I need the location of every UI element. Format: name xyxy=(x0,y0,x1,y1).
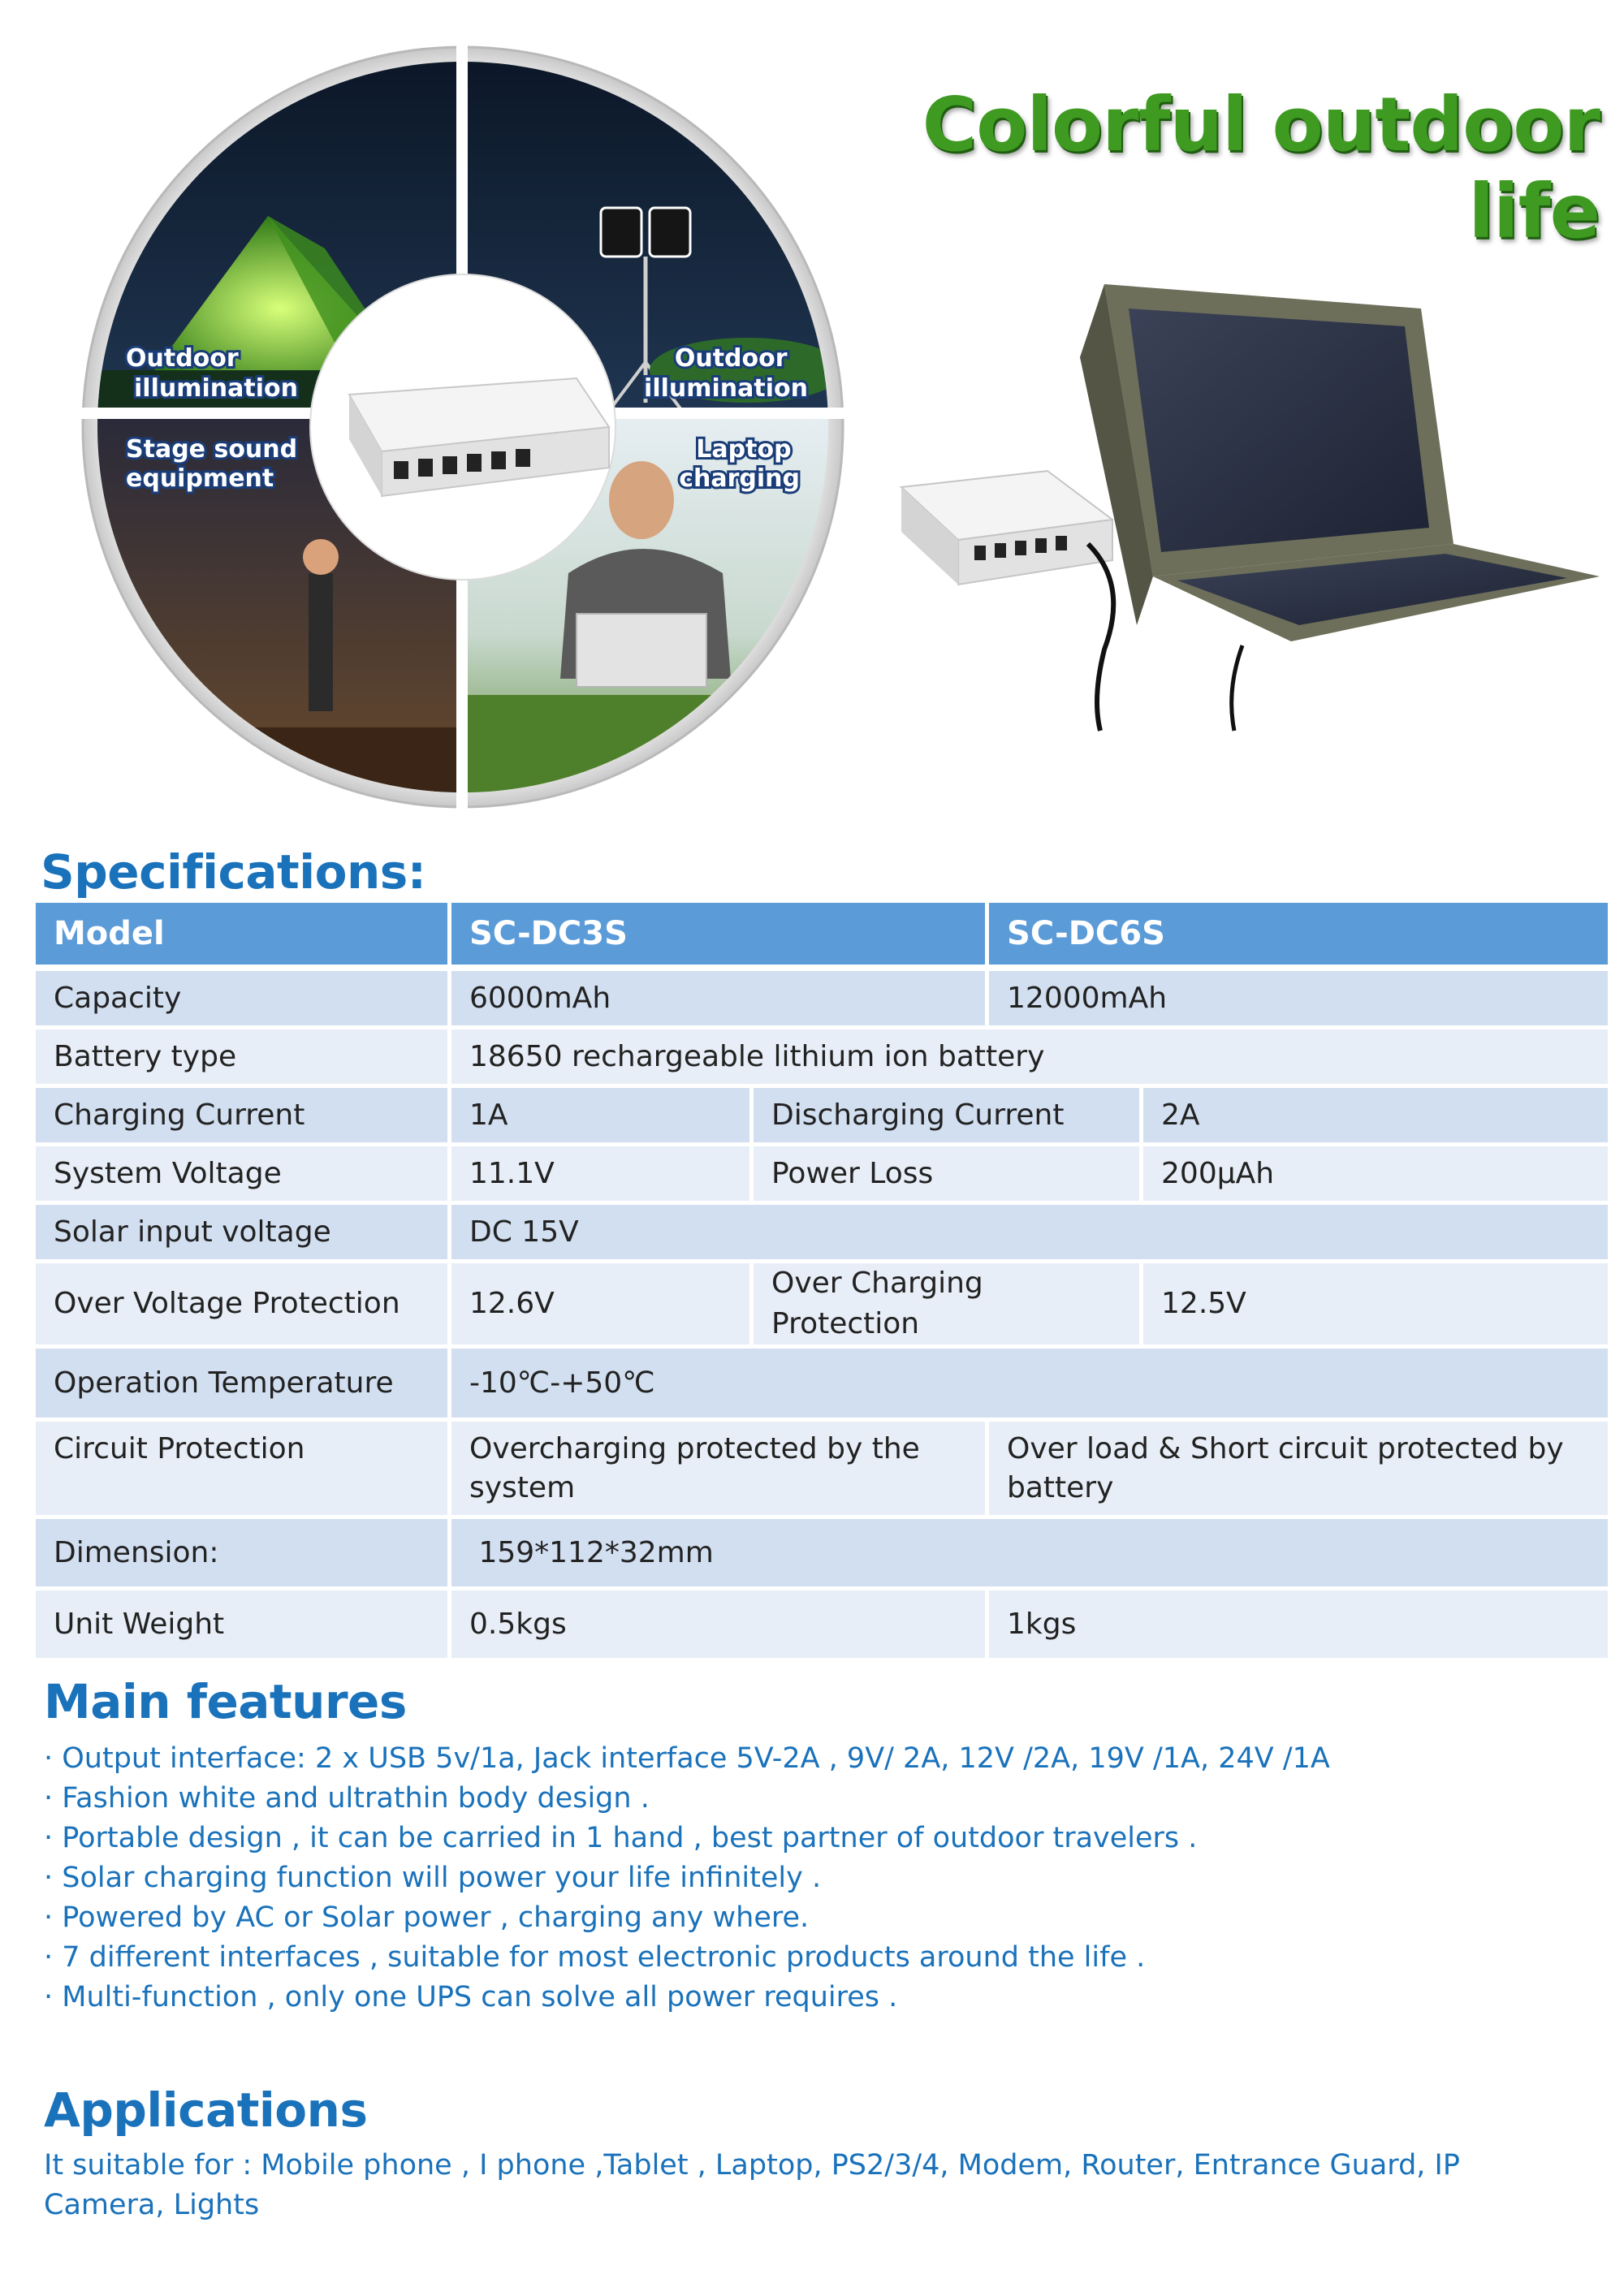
capacity-dc6s: 12000mAh xyxy=(989,971,1608,1029)
row-label-battery-type: Battery type xyxy=(36,1029,451,1088)
discharging-current-value: 2A xyxy=(1143,1088,1608,1146)
list-item: · Multi-function , only one UPS can solve all power requires . xyxy=(44,1981,898,2013)
hero-title: Colorful outdoor life xyxy=(922,81,1600,255)
row-label-charging-current: Charging Current xyxy=(36,1088,451,1146)
over-charging-value: 12.5V xyxy=(1143,1263,1608,1349)
main-features-heading: Main features xyxy=(44,1674,407,1729)
specifications-heading: Specifications: xyxy=(41,844,426,900)
row-label-operation-temperature: Operation Temperature xyxy=(36,1349,451,1422)
row-label-system-voltage: System Voltage xyxy=(36,1146,451,1205)
table-row xyxy=(36,1349,1608,1422)
charging-current-value: 1A xyxy=(451,1088,754,1146)
header-model: Model xyxy=(36,903,451,971)
row-label-capacity: Capacity xyxy=(36,971,451,1029)
table-header-row xyxy=(36,903,1608,971)
header-sc-dc3s: SC-DC3S xyxy=(451,903,989,971)
label-stage-sound: Stage sound equipment xyxy=(126,435,298,493)
row-label-solar-input: Solar input voltage xyxy=(36,1205,451,1263)
capacity-dc3s: 6000mAh xyxy=(451,971,989,1029)
table-row xyxy=(36,971,1608,1029)
header-sc-dc6s: SC-DC6S xyxy=(989,903,1608,971)
table-row xyxy=(36,1422,1608,1519)
solar-input-value: DC 15V xyxy=(451,1205,1608,1263)
list-item: · Powered by AC or Solar power , charging any where. xyxy=(44,1901,810,1934)
table-row xyxy=(36,1205,1608,1263)
label-outdoor-illumination-left: Outdoor illumination xyxy=(126,344,298,403)
circuit-protection-dc3s: Overcharging protected by the system xyxy=(451,1422,989,1519)
specifications-table xyxy=(36,903,1608,1662)
row-label-circuit-protection: Circuit Protection xyxy=(36,1422,451,1519)
main-features-list xyxy=(44,1739,1587,2018)
table-row xyxy=(36,1590,1608,1662)
row-label-over-voltage: Over Voltage Protection xyxy=(36,1263,451,1349)
usage-scenarios-collage xyxy=(81,45,844,809)
dimension-value: 159*112*32mm xyxy=(451,1519,1608,1590)
unit-weight-dc6s: 1kgs xyxy=(989,1590,1608,1662)
list-item: · Fashion white and ultrathin body design . xyxy=(44,1782,650,1815)
solar-panel-illustration xyxy=(885,276,1608,747)
applications-text: It suitable for : Mobile phone , I phone ,Tablet , Laptop, PS2/3/4, Modem, Router, Entrance Guard, IP Camera, Lights xyxy=(44,2149,1460,2221)
battery-type-value: 18650 rechargeable lithium ion battery xyxy=(451,1029,1608,1088)
table-row xyxy=(36,1029,1608,1088)
row-label-power-loss: Power Loss xyxy=(754,1146,1143,1205)
applications-heading: Applications xyxy=(44,2082,368,2138)
unit-weight-dc3s: 0.5kgs xyxy=(451,1590,989,1662)
table-row xyxy=(36,1263,1608,1349)
over-voltage-value: 12.6V xyxy=(451,1263,754,1349)
table-row xyxy=(36,1088,1608,1146)
row-label-over-charging: Over Charging Protection xyxy=(754,1263,1143,1349)
table-row xyxy=(36,1519,1608,1590)
system-voltage-value: 11.1V xyxy=(451,1146,754,1205)
operation-temperature-value: -10℃-+50℃ xyxy=(451,1349,1608,1422)
table-row xyxy=(36,1146,1608,1205)
list-item: · 7 different interfaces , suitable for most electronic products around the life . xyxy=(44,1941,1146,1974)
label-laptop-charging: Laptop charging xyxy=(679,435,800,493)
label-outdoor-illumination-right: Outdoor illumination xyxy=(644,344,808,403)
list-item: · Portable design , it can be carried in 1 hand , best partner of outdoor travelers . xyxy=(44,1822,1198,1854)
row-label-dimension: Dimension: xyxy=(36,1519,451,1590)
row-label-discharging-current: Discharging Current xyxy=(754,1088,1143,1146)
list-item: · Solar charging function will power your life infinitely . xyxy=(44,1862,822,1894)
row-label-unit-weight: Unit Weight xyxy=(36,1590,451,1662)
list-item: · Output interface: 2 x USB 5v/1a, Jack interface 5V-2A , 9V/ 2A, 12V /2A, 19V /1A, 24V /1A xyxy=(44,1742,1330,1775)
ups-device-small xyxy=(901,471,1112,585)
power-loss-value: 200µAh xyxy=(1143,1146,1608,1205)
circuit-protection-dc6s: Over load & Short circuit protected by battery xyxy=(989,1422,1608,1519)
